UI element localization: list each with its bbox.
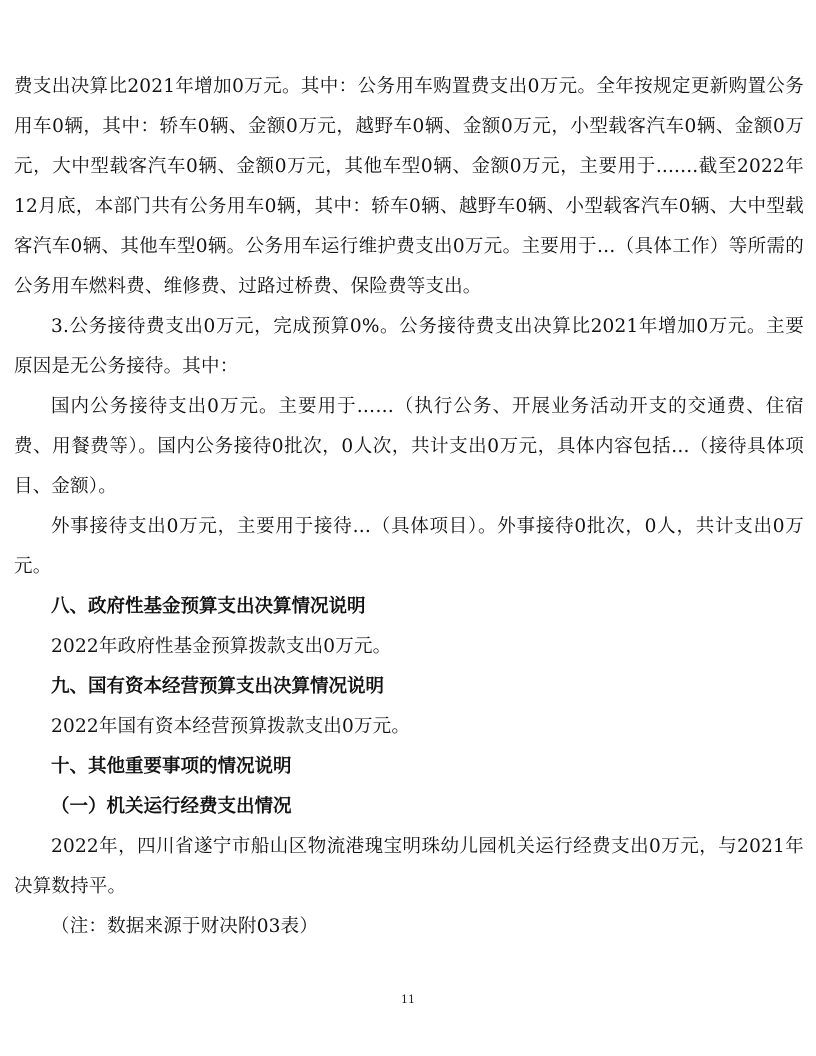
paragraph-reception-expenses: 3.公务接待费支出0万元，完成预算0%。公务接待费支出决算比2021年增加0万元。主要原因是无公务接待。其中： bbox=[14, 316, 804, 377]
page-number: 11 bbox=[401, 993, 415, 1006]
paragraph-state-capital: 2022年国有资本经营预算拨款支出0万元。 bbox=[51, 716, 411, 737]
section-heading-state-capital: 九、国有资本经营预算支出决算情况说明 bbox=[51, 676, 385, 697]
paragraph-data-source-note: （注：数据来源于财决附03表） bbox=[51, 916, 319, 937]
paragraph-vehicle-expenses: 费支出决算比2021年增加0万元。其中：公务用车购置费支出0万元。全年按规定更新购置公务用车0辆，其中：轿车0辆、金额0万元，越野车0辆、金额0万元，小型载客汽车0辆、金额0万元，大中型载客汽车0辆、金额0万元，其他车型0辆、金额0万元，主要用于.......截至2022年12月底，本部门共有公务用车0辆，其中：轿车0辆、越野车0辆、小型载客汽车0辆、大中型载客汽车0辆、其他车型0辆。公务用车运行维护费支出0万元。主要用于…（具体工作）等所需的公务用车燃料费、维修费、过路过桥费、保险费等支出。 bbox=[14, 76, 804, 297]
paragraph-domestic-reception: 国内公务接待支出0万元。主要用于……（执行公务、开展业务活动开支的交通费、住宿费、用餐费等）。国内公务接待0批次，0人次，共计支出0万元，具体内容包括...（接待具体项目、金额）。 bbox=[14, 396, 804, 497]
paragraph-foreign-reception: 外事接待支出0万元，主要用于接待…（具体项目）。外事接待0批次，0人，共计支出0万元。 bbox=[14, 516, 804, 577]
document-body bbox=[14, 67, 804, 947]
subsection-heading-operating-expenses: （一）机关运行经费支出情况 bbox=[51, 796, 292, 817]
section-heading-other-matters: 十、其他重要事项的情况说明 bbox=[51, 756, 292, 777]
section-heading-government-fund: 八、政府性基金预算支出决算情况说明 bbox=[51, 596, 366, 617]
paragraph-operating-expenses: 2022年，四川省遂宁市船山区物流港瑰宝明珠幼儿园机关运行经费支出0万元，与2021年决算数持平。 bbox=[14, 836, 804, 897]
paragraph-government-fund: 2022年政府性基金预算拨款支出0万元。 bbox=[51, 636, 392, 657]
